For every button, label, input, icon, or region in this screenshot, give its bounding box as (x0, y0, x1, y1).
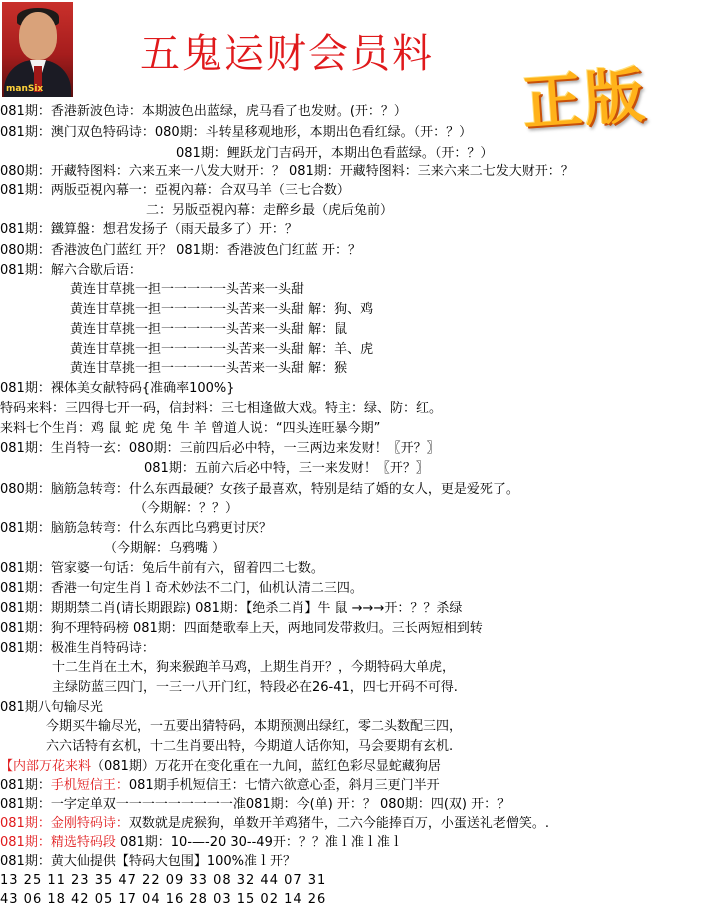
highlight-label: 精选特码段 (50, 835, 116, 850)
text-line: 080期：脑筋急转弯：什么东西最硬？女孩子最喜欢，特别是结了婚的女人，更是爱死了。 (0, 482, 519, 497)
text-line: 081期：极准生肖特码诗： (0, 641, 155, 656)
text-line: 081期：生肖特一玄：080期：三前四后必中特，一三两边来发财！〖开？〗 (0, 441, 440, 456)
text-line: 080期：香港波色门蓝红 开？ 081期：香港波色门红蓝 开：？ (0, 243, 362, 258)
text-line: 来料七个生肖：鸡 鼠 蛇 虎 兔 牛 羊 曾道人说：“四头连旺暴今期” (0, 421, 381, 436)
authentic-stamp: 正版 (520, 60, 649, 140)
text-line: 主绿防蓝三四门，一三一八开门红，特段必在26-41，四七开码不可得. (52, 680, 458, 695)
text-line: 081期：香港一句定生肖ｌ奇术妙法不二门，仙机认清二三四。 (0, 581, 363, 596)
text-line: 特码来料：三四得七开一码，信封料：三七相逢做大戏。特主：绿、防：红。 (0, 401, 443, 416)
text-line: 081期：鐵算盤：想君发扬子（雨天最多了）开：？ (0, 222, 298, 237)
line-text: 双数就是虎猴狗，单数开羊鸡猪牛，二六今能捧百万，小蛋送礼老僧笑。. (128, 816, 549, 831)
page-title: 五鬼运财会员料 (140, 31, 434, 77)
text-line: 081期八句输尽光 (0, 700, 103, 715)
text-line: 黄连甘草挑一担一一一一一头苦来一头甜 解：鼠 (70, 322, 348, 337)
text-line (0, 835, 403, 851)
text-line: 081期：管家婆一句话：兔后牛前有六，留着四二七数。 (0, 561, 324, 576)
text-line: 081期：香港新波色诗：本期波色出蓝绿，虎马看了也发财。(开：？） (0, 104, 407, 119)
text-line: （今期解：？？） (134, 501, 239, 516)
text-line: 081期：期期禁二肖(请长期跟踪) 081期：【绝杀二肖】牛 鼠 →→→开：？？杀绿 (0, 601, 463, 616)
text-line: 080期：开藏特图料：六来五来一八发大财开：？ 081期：开藏特图料：三来六来二七发大财开：？ (0, 164, 574, 179)
text-line: 081期：澳门双色特码诗：080期：斗转星移观地形，本期出色看红绿。（开：？） (0, 125, 473, 140)
text-line: 黄连甘草挑一担一一一一一头苦来一头甜 解：羊、虎 (70, 342, 374, 357)
text-line: （今期解：乌鸦嘴 ） (104, 541, 226, 556)
text-line: 081期：解六合歇后语： (0, 263, 142, 278)
avatar-face (19, 12, 57, 60)
line-prefix: 081期： (0, 778, 51, 793)
text-line: 081期：黄大仙提供【特码大包围】100%准ｌ开？ (0, 854, 296, 869)
highlight-label: 金刚特码诗： (50, 816, 129, 831)
line-prefix: 081期： (0, 835, 51, 850)
line-text: （081期）万花开在变化重在一九间，蓝红色彩尽显蛇藏狗居 (91, 759, 441, 774)
highlight-label: 【内部万花来料 (0, 759, 92, 774)
text-line: 黄连甘草挑一担一一一一一头苦来一头甜 解：猴 (70, 361, 348, 376)
avatar (2, 2, 73, 97)
text-line: 081期：两版亞視內幕一：亞視內幕：合双马羊（三七合数） (0, 183, 350, 198)
line-prefix: 081期： (0, 816, 51, 831)
line-text: 081期：10-—-20 30--49开：？？准ｌ准ｌ准ｌ (115, 835, 403, 850)
number-row: 13 25 11 23 35 47 22 09 33 08 32 44 07 31 (0, 873, 327, 888)
text-line: 081期：脑筋急转弯：什么东西比乌鸦更讨厌？ (0, 521, 272, 536)
text-line: 081期：一字定单双一一一一一一一一一准081期：今(单) 开：？ 080期：四(双) 开：？ (0, 797, 511, 812)
text-line: 081期：裸体美女献特码{准确率100%} (0, 381, 235, 396)
avatar-watermark: manSix (6, 84, 44, 94)
highlight-label: 手机短信王： (50, 778, 129, 793)
text-line: 081期：五前六后必中特，三一来发财！〖开？〗 (144, 461, 429, 476)
text-line: 二：另版亞視內幕：走醉乡最（虎后兔前） (146, 203, 394, 218)
text-line: 黄连甘草挑一担一一一一一头苦来一头甜 (70, 282, 305, 297)
number-row: 43 06 18 42 05 17 04 16 28 03 15 02 14 26 (0, 892, 327, 907)
text-line (0, 759, 441, 775)
text-line: 十二生肖在土木，狗来猴跑羊马鸡，上期生肖开？，今期特码大单虎， (52, 660, 456, 675)
line-text: 081期手机短信王：七情六欲意心歪，斜月三更门半开 (128, 778, 440, 793)
text-line: 今期买牛输尽光，一五要出猜特码，本期预测出绿红，零二头数配三四， (46, 719, 463, 734)
text-line (0, 778, 440, 794)
text-line (0, 816, 549, 832)
text-line: 黄连甘草挑一担一一一一一头苦来一头甜 解：狗、鸡 (70, 302, 374, 317)
text-line: 六六话特有玄机，十二生肖要出特，今期道人话你知，马会要期有玄机. (46, 739, 454, 754)
text-line: 081期：鲤跃龙门吉码开，本期出色看蓝绿。（开：？） (176, 146, 494, 161)
text-line: 081期：狗不理特码榜 081期：四面楚歌奉上天，两地同发带救归。三长两短相到转 (0, 621, 483, 636)
